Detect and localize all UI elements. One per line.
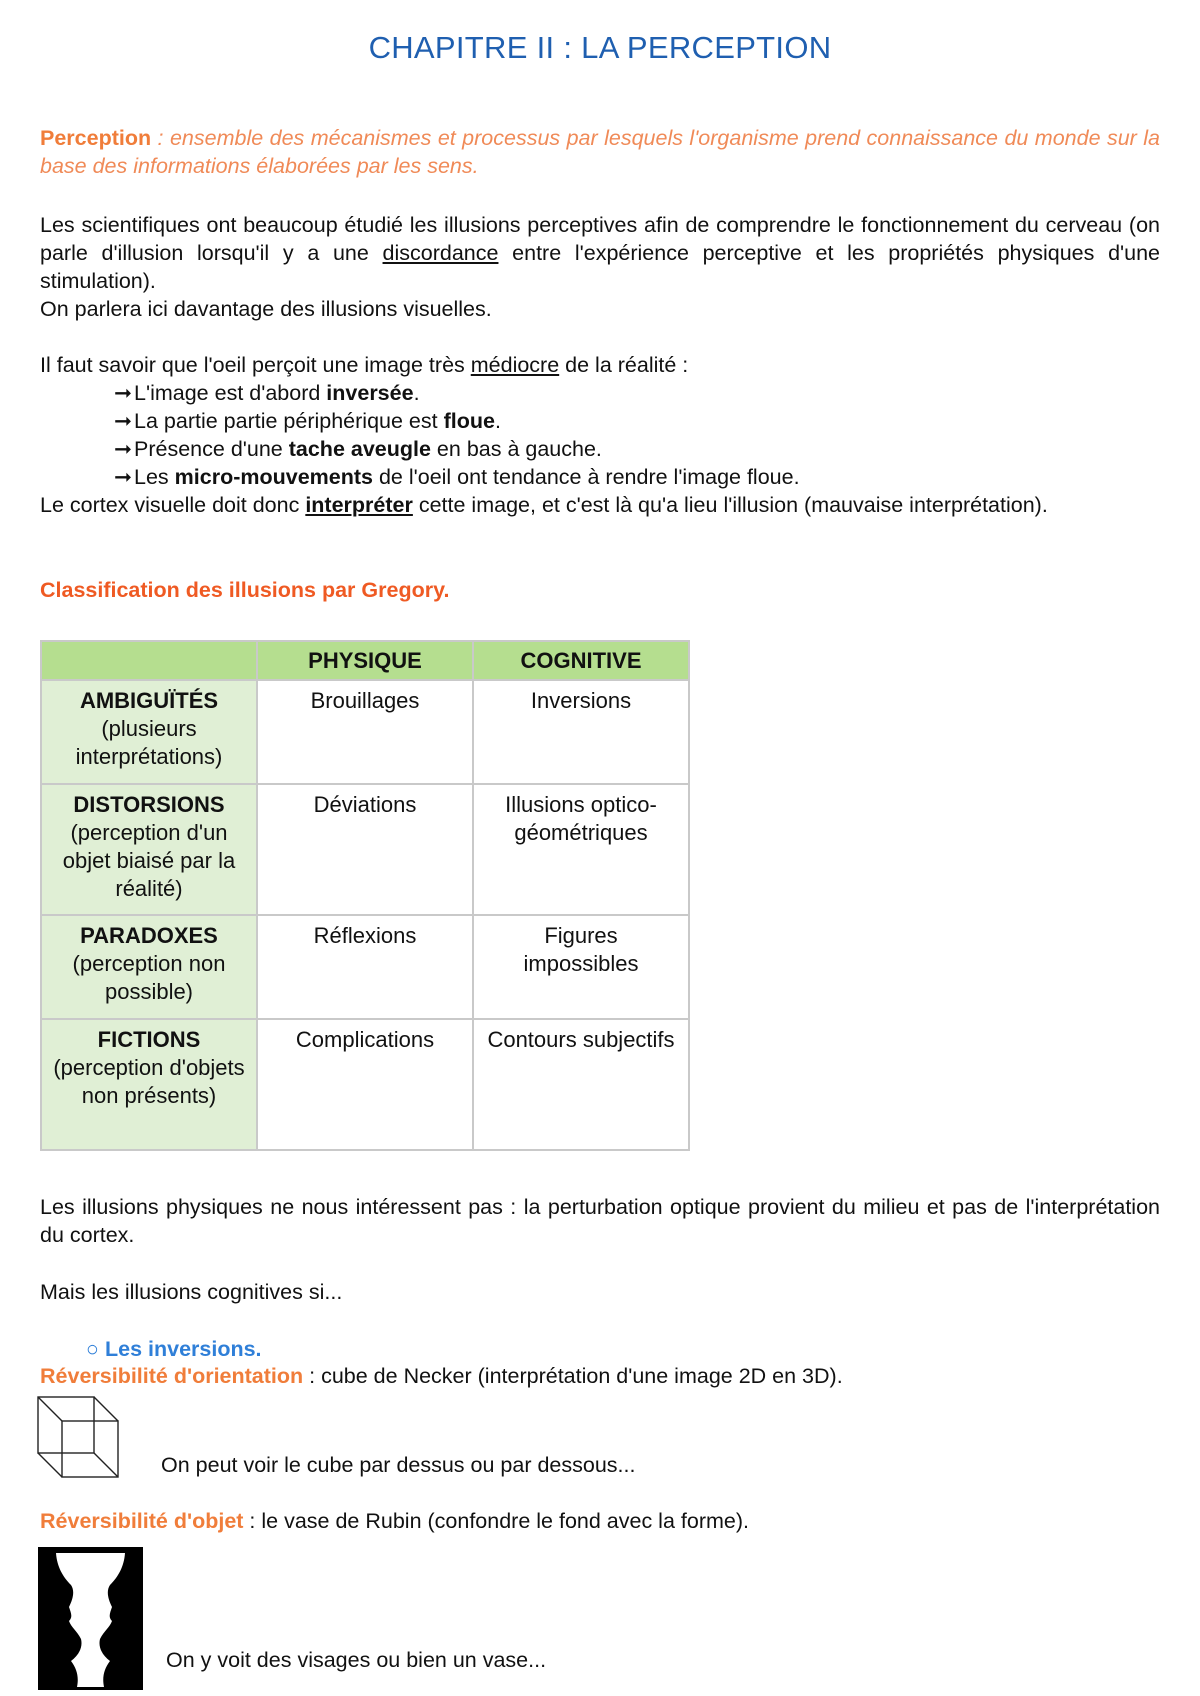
item-end: en bas à gauche.	[430, 437, 602, 461]
row-header-cell	[41, 1019, 257, 1150]
eye-conclusion	[40, 491, 1160, 519]
physique-cell: Réflexions	[257, 915, 473, 1019]
intro-underlined: discordance	[382, 241, 499, 265]
cognitive-cell: Contours subjectifs	[473, 1019, 689, 1150]
definition-term: Perception	[40, 126, 152, 150]
inversions-title: Les inversions.	[104, 1337, 262, 1361]
item-bold: floue	[443, 409, 495, 433]
physique-cell: Complications	[257, 1019, 473, 1150]
page-title: CHAPITRE II : LA PERCEPTION	[368, 30, 832, 65]
after-table-paragraph: Les illusions physiques ne nous intéressent pas : la perturbation optique provient du milieu et pas de l'interprétation du cortex.	[40, 1195, 1160, 1247]
object-line	[40, 1507, 1160, 1535]
vase-caption: On y voit des visages ou bien un vase...	[166, 1648, 547, 1672]
item-bold: micro-mouvements	[174, 465, 373, 489]
conclusion-bold-underlined: interpréter	[305, 493, 413, 517]
row-title: AMBIGUÏTÉS	[79, 688, 219, 713]
circle-bullet-icon: ○	[86, 1337, 99, 1361]
item-end: .	[413, 381, 420, 405]
table-header-cognitive: COGNITIVE	[473, 641, 689, 680]
row-title: PARADOXES	[80, 923, 218, 948]
physique-cell: Déviations	[257, 784, 473, 915]
table-row	[41, 915, 689, 1019]
row-header-cell	[41, 915, 257, 1019]
conclusion-b: cette image, et c'est là qu'a lieu l'illusion (mauvaise interprétation).	[412, 493, 1048, 517]
eye-list-item	[114, 435, 1200, 463]
row-description: (perception d'un objet biaisé par la réalité)	[62, 820, 236, 901]
orientation-text: : cube de Necker (interprétation d'une image 2D en 3D).	[303, 1364, 843, 1388]
eye-list-item	[114, 407, 1200, 435]
after-table-paragraph-2: Mais les illusions cognitives si...	[40, 1280, 343, 1304]
conclusion-a: Le cortex visuelle doit donc	[40, 493, 306, 517]
row-header-cell	[41, 680, 257, 784]
row-title: FICTIONS	[97, 1027, 201, 1052]
table-row	[41, 1019, 689, 1150]
arrow-icon: ➞	[114, 381, 133, 405]
table-row	[41, 784, 689, 915]
necker-cube-icon	[36, 1395, 122, 1481]
physique-cell: Brouillages	[257, 680, 473, 784]
cube-caption: On peut voir le cube par dessus ou par dessous...	[161, 1453, 636, 1477]
intro-paragraph	[40, 211, 1160, 295]
eye-lead-b: de la réalité :	[559, 353, 689, 377]
eye-list-item	[114, 379, 1200, 407]
definition-text: : ensemble des mécanismes et processus par lesquels l'organisme prend connaissance du monde sur la base des informations élaborées par les sens.	[40, 126, 1160, 178]
classification-heading: Classification des illusions par Gregory.	[40, 578, 450, 602]
table-header-physique: PHYSIQUE	[257, 641, 473, 680]
item-bold: inversée	[326, 381, 414, 405]
definition-paragraph	[40, 124, 1160, 180]
rubin-vase-icon	[38, 1547, 143, 1690]
intro-text-b: entre l'expérience perceptive et les propriétés physiques d'une stimulation).	[40, 241, 1160, 293]
row-description: (perception d'objets non présents)	[53, 1055, 245, 1108]
cognitive-cell: Illusions optico-géométriques	[473, 784, 689, 915]
eye-lead-underlined: médiocre	[470, 353, 560, 377]
arrow-icon: ➞	[114, 465, 133, 489]
object-term: Réversibilité d'objet	[40, 1509, 244, 1533]
item-text: La partie partie périphérique est	[134, 409, 444, 433]
table-header-empty	[41, 641, 257, 680]
arrow-icon: ➞	[114, 437, 133, 461]
eye-lead-a: Il faut savoir que l'oeil perçoit une image très	[40, 353, 471, 377]
item-end: .	[494, 409, 501, 433]
cognitive-cell: Inversions	[473, 680, 689, 784]
item-text: Les	[134, 465, 175, 489]
intro-paragraph-2: On parlera ici davantage des illusions visuelles.	[40, 297, 492, 321]
rubin-vase-image	[38, 1547, 143, 1690]
row-description: (perception non possible)	[72, 951, 226, 1004]
item-text: Présence d'une	[134, 437, 289, 461]
eye-list	[40, 379, 1200, 491]
orientation-term: Réversibilité d'orientation	[40, 1364, 304, 1388]
inversions-heading	[40, 1335, 1160, 1363]
table-header-row	[41, 641, 689, 680]
arrow-icon: ➞	[114, 409, 133, 433]
row-description: (plusieurs interprétations)	[75, 716, 223, 769]
object-text: : le vase de Rubin (confondre le fond avec la forme).	[243, 1509, 749, 1533]
eye-lead	[40, 351, 1160, 379]
cognitive-cell: Figures impossibles	[473, 915, 689, 1019]
item-end: de l'oeil ont tendance à rendre l'image floue.	[373, 465, 800, 489]
row-title: DISTORSIONS	[73, 792, 225, 817]
row-header-cell	[41, 784, 257, 915]
item-bold: tache aveugle	[288, 437, 431, 461]
gregory-classification-table	[40, 640, 690, 1151]
intro-text-a: Les scientifiques ont beaucoup étudié les illusions perceptives afin de comprendre le fonctionnement du cerveau (on parle d'illusion lorsqu'il y a une	[40, 213, 1160, 265]
eye-list-item	[114, 463, 1200, 491]
orientation-line	[40, 1362, 1160, 1390]
item-text: L'image est d'abord	[134, 381, 327, 405]
table-row	[41, 680, 689, 784]
